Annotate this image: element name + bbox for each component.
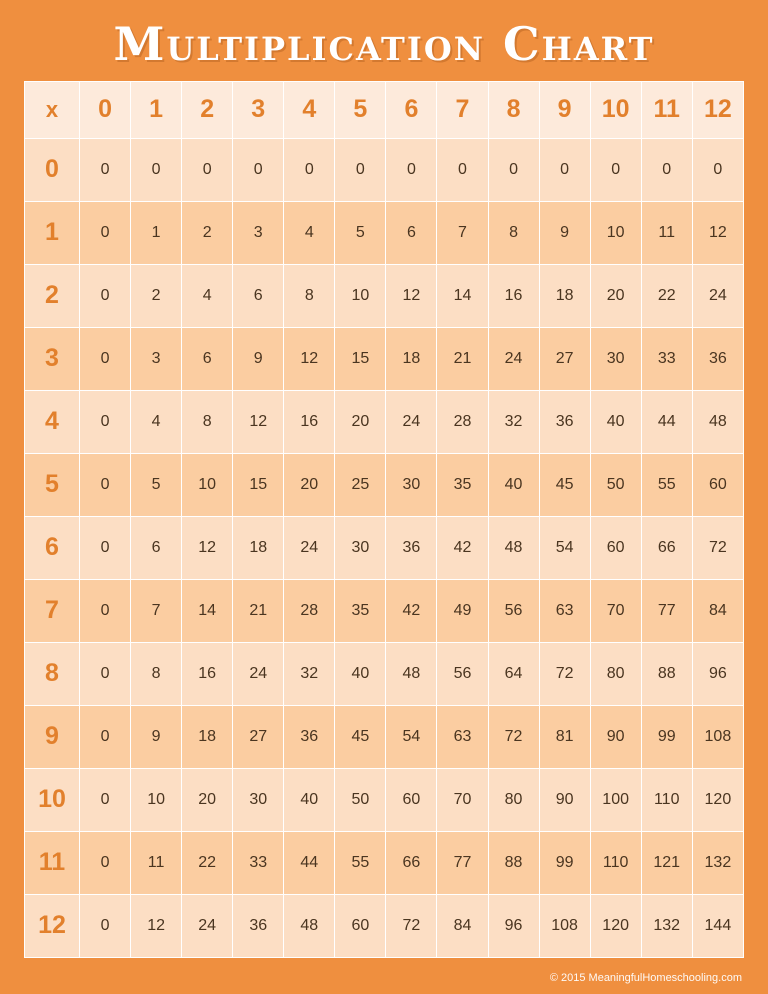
table-row	[25, 705, 744, 768]
cell-9-0: 0	[80, 705, 131, 768]
cell-9-6: 54	[386, 705, 437, 768]
cell-11-0: 0	[80, 831, 131, 894]
cell-3-1: 3	[131, 327, 182, 390]
cell-0-5: 0	[335, 138, 386, 201]
cell-2-2: 4	[182, 264, 233, 327]
cell-11-1: 11	[131, 831, 182, 894]
cell-3-5: 15	[335, 327, 386, 390]
column-header-4: 4	[284, 81, 335, 138]
cell-12-7: 84	[437, 894, 488, 957]
cell-5-1: 5	[131, 453, 182, 516]
cell-12-3: 36	[233, 894, 284, 957]
cell-5-8: 40	[488, 453, 539, 516]
cell-11-9: 99	[539, 831, 590, 894]
table-row	[25, 138, 744, 201]
corner-cell: x	[25, 81, 80, 138]
cell-1-3: 3	[233, 201, 284, 264]
cell-1-9: 9	[539, 201, 590, 264]
table-row	[25, 579, 744, 642]
cell-9-3: 27	[233, 705, 284, 768]
column-header-3: 3	[233, 81, 284, 138]
cell-2-5: 10	[335, 264, 386, 327]
cell-6-2: 12	[182, 516, 233, 579]
row-header-3: 3	[25, 327, 80, 390]
cell-12-0: 0	[80, 894, 131, 957]
cell-3-7: 21	[437, 327, 488, 390]
cell-6-9: 54	[539, 516, 590, 579]
table-container	[0, 81, 768, 958]
cell-0-3: 0	[233, 138, 284, 201]
cell-6-4: 24	[284, 516, 335, 579]
cell-10-12: 120	[692, 768, 743, 831]
cell-6-11: 66	[641, 516, 692, 579]
header-row	[25, 81, 744, 138]
cell-7-9: 63	[539, 579, 590, 642]
cell-12-10: 120	[590, 894, 641, 957]
row-header-8: 8	[25, 642, 80, 705]
cell-4-4: 16	[284, 390, 335, 453]
table-row	[25, 894, 744, 957]
column-header-11: 11	[641, 81, 692, 138]
cell-6-7: 42	[437, 516, 488, 579]
cell-4-2: 8	[182, 390, 233, 453]
cell-9-11: 99	[641, 705, 692, 768]
cell-3-10: 30	[590, 327, 641, 390]
cell-2-11: 22	[641, 264, 692, 327]
cell-8-8: 64	[488, 642, 539, 705]
cell-0-2: 0	[182, 138, 233, 201]
cell-6-6: 36	[386, 516, 437, 579]
cell-7-2: 14	[182, 579, 233, 642]
cell-11-10: 110	[590, 831, 641, 894]
cell-9-12: 108	[692, 705, 743, 768]
cell-11-3: 33	[233, 831, 284, 894]
row-header-0: 0	[25, 138, 80, 201]
cell-4-8: 32	[488, 390, 539, 453]
column-header-6: 6	[386, 81, 437, 138]
cell-1-0: 0	[80, 201, 131, 264]
cell-4-1: 4	[131, 390, 182, 453]
cell-9-8: 72	[488, 705, 539, 768]
cell-2-8: 16	[488, 264, 539, 327]
column-header-0: 0	[80, 81, 131, 138]
cell-4-3: 12	[233, 390, 284, 453]
cell-5-9: 45	[539, 453, 590, 516]
cell-7-10: 70	[590, 579, 641, 642]
cell-7-7: 49	[437, 579, 488, 642]
row-header-10: 10	[25, 768, 80, 831]
table-row	[25, 516, 744, 579]
cell-9-2: 18	[182, 705, 233, 768]
cell-12-4: 48	[284, 894, 335, 957]
cell-10-3: 30	[233, 768, 284, 831]
cell-8-0: 0	[80, 642, 131, 705]
column-header-9: 9	[539, 81, 590, 138]
cell-2-1: 2	[131, 264, 182, 327]
cell-7-8: 56	[488, 579, 539, 642]
cell-10-6: 60	[386, 768, 437, 831]
table-header	[25, 81, 744, 138]
row-header-1: 1	[25, 201, 80, 264]
cell-7-4: 28	[284, 579, 335, 642]
table-row	[25, 831, 744, 894]
cell-0-12: 0	[692, 138, 743, 201]
cell-4-5: 20	[335, 390, 386, 453]
cell-12-1: 12	[131, 894, 182, 957]
multiplication-table	[24, 81, 744, 958]
cell-11-8: 88	[488, 831, 539, 894]
cell-5-12: 60	[692, 453, 743, 516]
row-header-2: 2	[25, 264, 80, 327]
cell-5-0: 0	[80, 453, 131, 516]
cell-2-7: 14	[437, 264, 488, 327]
row-header-6: 6	[25, 516, 80, 579]
cell-0-9: 0	[539, 138, 590, 201]
cell-8-11: 88	[641, 642, 692, 705]
table-row	[25, 768, 744, 831]
cell-7-12: 84	[692, 579, 743, 642]
cell-0-10: 0	[590, 138, 641, 201]
cell-0-0: 0	[80, 138, 131, 201]
cell-5-11: 55	[641, 453, 692, 516]
column-header-2: 2	[182, 81, 233, 138]
cell-6-0: 0	[80, 516, 131, 579]
cell-9-10: 90	[590, 705, 641, 768]
table-row	[25, 390, 744, 453]
cell-10-0: 0	[80, 768, 131, 831]
cell-8-9: 72	[539, 642, 590, 705]
cell-11-7: 77	[437, 831, 488, 894]
row-header-9: 9	[25, 705, 80, 768]
column-header-1: 1	[131, 81, 182, 138]
cell-7-3: 21	[233, 579, 284, 642]
cell-2-12: 24	[692, 264, 743, 327]
cell-3-0: 0	[80, 327, 131, 390]
cell-3-4: 12	[284, 327, 335, 390]
cell-8-1: 8	[131, 642, 182, 705]
cell-0-1: 0	[131, 138, 182, 201]
row-header-5: 5	[25, 453, 80, 516]
column-header-10: 10	[590, 81, 641, 138]
cell-1-12: 12	[692, 201, 743, 264]
cell-2-0: 0	[80, 264, 131, 327]
cell-12-11: 132	[641, 894, 692, 957]
cell-8-7: 56	[437, 642, 488, 705]
cell-1-11: 11	[641, 201, 692, 264]
cell-10-7: 70	[437, 768, 488, 831]
cell-6-5: 30	[335, 516, 386, 579]
cell-11-2: 22	[182, 831, 233, 894]
cell-2-4: 8	[284, 264, 335, 327]
cell-4-11: 44	[641, 390, 692, 453]
cell-5-10: 50	[590, 453, 641, 516]
cell-5-6: 30	[386, 453, 437, 516]
cell-6-3: 18	[233, 516, 284, 579]
cell-10-1: 10	[131, 768, 182, 831]
cell-0-11: 0	[641, 138, 692, 201]
cell-11-4: 44	[284, 831, 335, 894]
cell-7-6: 42	[386, 579, 437, 642]
cell-8-2: 16	[182, 642, 233, 705]
cell-12-6: 72	[386, 894, 437, 957]
cell-4-10: 40	[590, 390, 641, 453]
cell-1-7: 7	[437, 201, 488, 264]
cell-6-10: 60	[590, 516, 641, 579]
cell-1-8: 8	[488, 201, 539, 264]
cell-9-1: 9	[131, 705, 182, 768]
row-header-4: 4	[25, 390, 80, 453]
cell-9-4: 36	[284, 705, 335, 768]
cell-8-3: 24	[233, 642, 284, 705]
cell-6-8: 48	[488, 516, 539, 579]
column-header-7: 7	[437, 81, 488, 138]
column-header-5: 5	[335, 81, 386, 138]
column-header-8: 8	[488, 81, 539, 138]
cell-10-5: 50	[335, 768, 386, 831]
cell-12-8: 96	[488, 894, 539, 957]
cell-4-12: 48	[692, 390, 743, 453]
column-header-12: 12	[692, 81, 743, 138]
cell-8-6: 48	[386, 642, 437, 705]
row-header-12: 12	[25, 894, 80, 957]
cell-0-7: 0	[437, 138, 488, 201]
cell-1-6: 6	[386, 201, 437, 264]
cell-10-9: 90	[539, 768, 590, 831]
cell-3-12: 36	[692, 327, 743, 390]
cell-0-8: 0	[488, 138, 539, 201]
row-header-7: 7	[25, 579, 80, 642]
cell-6-1: 6	[131, 516, 182, 579]
cell-8-5: 40	[335, 642, 386, 705]
cell-3-9: 27	[539, 327, 590, 390]
cell-8-10: 80	[590, 642, 641, 705]
cell-8-12: 96	[692, 642, 743, 705]
cell-3-11: 33	[641, 327, 692, 390]
cell-2-3: 6	[233, 264, 284, 327]
cell-5-2: 10	[182, 453, 233, 516]
cell-10-2: 20	[182, 768, 233, 831]
cell-5-4: 20	[284, 453, 335, 516]
table-row	[25, 453, 744, 516]
cell-5-5: 25	[335, 453, 386, 516]
table-row	[25, 201, 744, 264]
cell-3-8: 24	[488, 327, 539, 390]
cell-4-0: 0	[80, 390, 131, 453]
cell-11-11: 121	[641, 831, 692, 894]
cell-10-11: 110	[641, 768, 692, 831]
cell-8-4: 32	[284, 642, 335, 705]
cell-4-7: 28	[437, 390, 488, 453]
cell-5-7: 35	[437, 453, 488, 516]
cell-3-3: 9	[233, 327, 284, 390]
cell-10-4: 40	[284, 768, 335, 831]
cell-7-11: 77	[641, 579, 692, 642]
cell-11-12: 132	[692, 831, 743, 894]
cell-1-4: 4	[284, 201, 335, 264]
cell-2-6: 12	[386, 264, 437, 327]
cell-1-1: 1	[131, 201, 182, 264]
cell-12-9: 108	[539, 894, 590, 957]
table-row	[25, 264, 744, 327]
copyright-credit: © 2015 MeaningfulHomeschooling.com	[549, 972, 742, 984]
cell-2-10: 20	[590, 264, 641, 327]
cell-11-5: 55	[335, 831, 386, 894]
cell-1-10: 10	[590, 201, 641, 264]
row-header-11: 11	[25, 831, 80, 894]
cell-4-6: 24	[386, 390, 437, 453]
table-body	[25, 138, 744, 957]
cell-4-9: 36	[539, 390, 590, 453]
table-row	[25, 642, 744, 705]
cell-1-5: 5	[335, 201, 386, 264]
cell-12-2: 24	[182, 894, 233, 957]
cell-3-6: 18	[386, 327, 437, 390]
cell-9-7: 63	[437, 705, 488, 768]
cell-12-12: 144	[692, 894, 743, 957]
cell-10-10: 100	[590, 768, 641, 831]
cell-12-5: 60	[335, 894, 386, 957]
cell-1-2: 2	[182, 201, 233, 264]
cell-0-4: 0	[284, 138, 335, 201]
cell-0-6: 0	[386, 138, 437, 201]
cell-3-2: 6	[182, 327, 233, 390]
cell-9-5: 45	[335, 705, 386, 768]
cell-7-0: 0	[80, 579, 131, 642]
cell-6-12: 72	[692, 516, 743, 579]
table-row	[25, 327, 744, 390]
cell-9-9: 81	[539, 705, 590, 768]
page-title: Multiplication Chart	[113, 17, 655, 71]
cell-11-6: 66	[386, 831, 437, 894]
cell-10-8: 80	[488, 768, 539, 831]
cell-5-3: 15	[233, 453, 284, 516]
cell-7-1: 7	[131, 579, 182, 642]
cell-7-5: 35	[335, 579, 386, 642]
cell-2-9: 18	[539, 264, 590, 327]
